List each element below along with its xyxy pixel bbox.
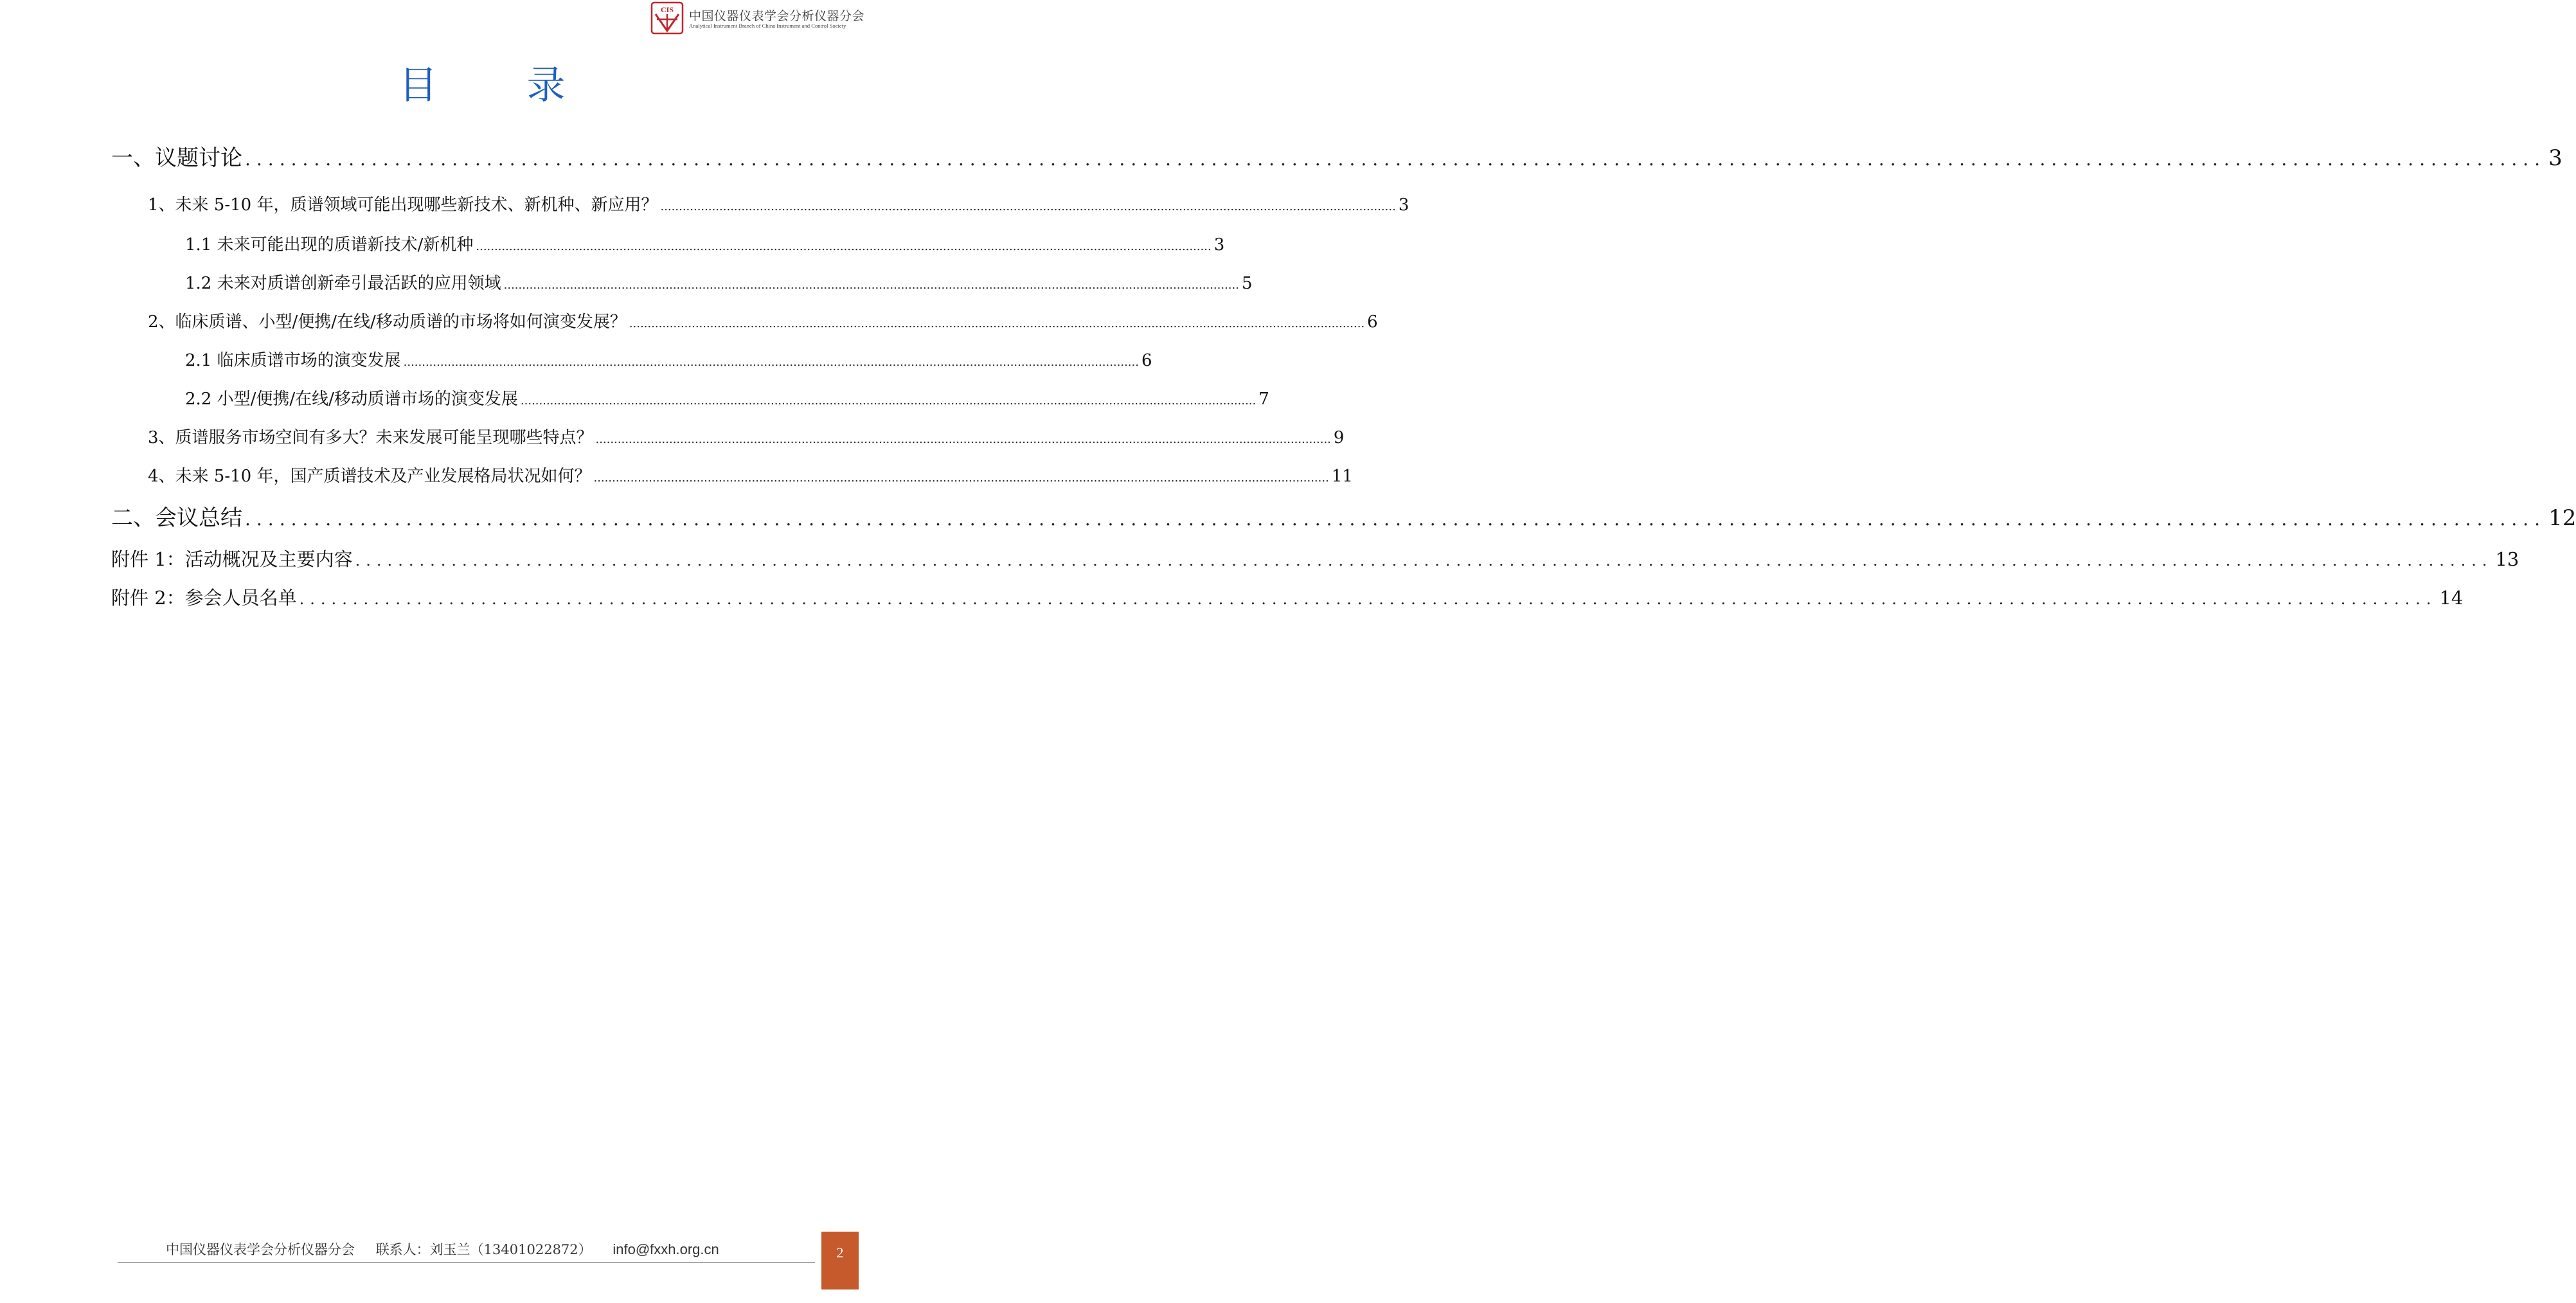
toc-dot-leader: ........................................................................................................................................................................................................ <box>245 508 2546 530</box>
toc-entry-title: 1.1 未来可能出现的质谱新技术/新机种 <box>185 235 474 255</box>
toc-entry-page: 6 <box>1367 312 1378 332</box>
toc-entry[interactable] <box>185 386 1269 409</box>
toc-entry-page: 5 <box>1241 274 1253 293</box>
toc-dot-leader: ........................................................................................................................................................................................................ <box>593 471 1329 485</box>
toc-entry-title: 一、议题讨论 <box>111 145 242 171</box>
toc-entry-title: 2、临床质谱、小型/便携/在线/移动质谱的市场将如何演变发展？ <box>148 312 627 332</box>
toc-dot-leader: ........................................................................................................................................................................................................ <box>299 590 2437 608</box>
footer-org: 中国仪器仪表学会分析仪器分会 <box>166 1242 355 1257</box>
toc-entry-page: 13 <box>2495 548 2519 570</box>
footer-info <box>166 1239 736 1259</box>
toc-entry-title: 1.2 未来对质谱创新牵引最活跃的应用领域 <box>185 274 501 293</box>
toc-entry-title: 2.1 临床质谱市场的演变发展 <box>185 351 401 370</box>
toc-dot-leader: ........................................................................................................................................................................................................ <box>403 355 1139 369</box>
toc-dot-leader: ........................................................................................................................................................................................................ <box>520 394 1257 408</box>
toc-dot-leader: ........................................................................................................................................................................................................ <box>629 317 1365 330</box>
toc-entry-title: 附件 1：活动概况及主要内容 <box>111 548 353 570</box>
toc-dot-leader: ........................................................................................................................................................................................................ <box>476 240 1212 253</box>
toc-dot-leader: ........................................................................................................................................................................................................ <box>355 552 2493 570</box>
logo-english-name: Analytical Instrument Branch of China Instrument and Control Society <box>689 22 846 29</box>
toc-entry-page: 6 <box>1141 351 1152 370</box>
toc-entry-title: 2.2 小型/便携/在线/移动质谱市场的演变发展 <box>185 390 518 409</box>
toc-entry[interactable] <box>185 270 1253 294</box>
toc-dot-leader: ........................................................................................................................................................................................................ <box>660 200 1396 213</box>
footer-divider <box>118 1262 815 1263</box>
toc-entry[interactable] <box>185 347 1152 371</box>
toc-entry[interactable] <box>148 192 1409 215</box>
org-logo <box>650 1 863 35</box>
toc-entry[interactable] <box>111 545 2519 571</box>
toc-entry[interactable] <box>148 424 1345 448</box>
toc-entry[interactable] <box>148 309 1378 332</box>
toc-dot-leader: ........................................................................................................................................................................................................ <box>595 433 1331 446</box>
toc-entry-title: 附件 2：参会人员名单 <box>111 587 297 609</box>
toc-entry-page: 3 <box>1398 195 1409 215</box>
toc-entry-title: 二、会议总结 <box>111 505 242 531</box>
logo-seal-text: CIS <box>660 5 674 14</box>
toc-entry-page: 11 <box>1331 467 1353 486</box>
toc-entry-page: 9 <box>1333 428 1345 447</box>
toc-entry-title: 3、质谱服务市场空间有多大？未来发展可能呈现哪些特点？ <box>148 428 593 447</box>
toc-entry[interactable] <box>111 584 2464 610</box>
toc-dot-leader: ........................................................................................................................................................................................................ <box>245 148 2546 170</box>
toc-entry-page: 7 <box>1258 390 1269 409</box>
toc-entry-page: 3 <box>1213 235 1225 255</box>
toc-entry-page: 14 <box>2439 587 2464 609</box>
footer-contact: 联系人：刘玉兰（13401022872） <box>375 1242 592 1257</box>
toc-entry[interactable] <box>185 231 1225 255</box>
toc-entry[interactable] <box>148 463 1353 487</box>
toc-dot-leader: ........................................................................................................................................................................................................ <box>503 278 1239 292</box>
page-title: 目 录 <box>398 63 604 108</box>
toc-entry-page: 3 <box>2548 145 2563 171</box>
page-number-badge: 2 <box>821 1232 859 1290</box>
toc-entry-page: 12 <box>2548 505 2576 531</box>
toc-entry-title: 1、未来 5-10 年，质谱领域可能出现哪些新技术、新机种、新应用？ <box>148 195 658 215</box>
toc-entry[interactable] <box>111 500 2576 532</box>
footer-email[interactable]: info@fxxh.org.cn <box>613 1241 719 1257</box>
cis-seal-icon <box>650 1 684 35</box>
toc-entry[interactable] <box>111 140 2563 172</box>
logo-chinese-name: 中国仪器仪表学会分析仪器分会 <box>689 9 865 23</box>
toc-entry-title: 4、未来 5-10 年，国产质谱技术及产业发展格局状况如何？ <box>148 467 591 486</box>
